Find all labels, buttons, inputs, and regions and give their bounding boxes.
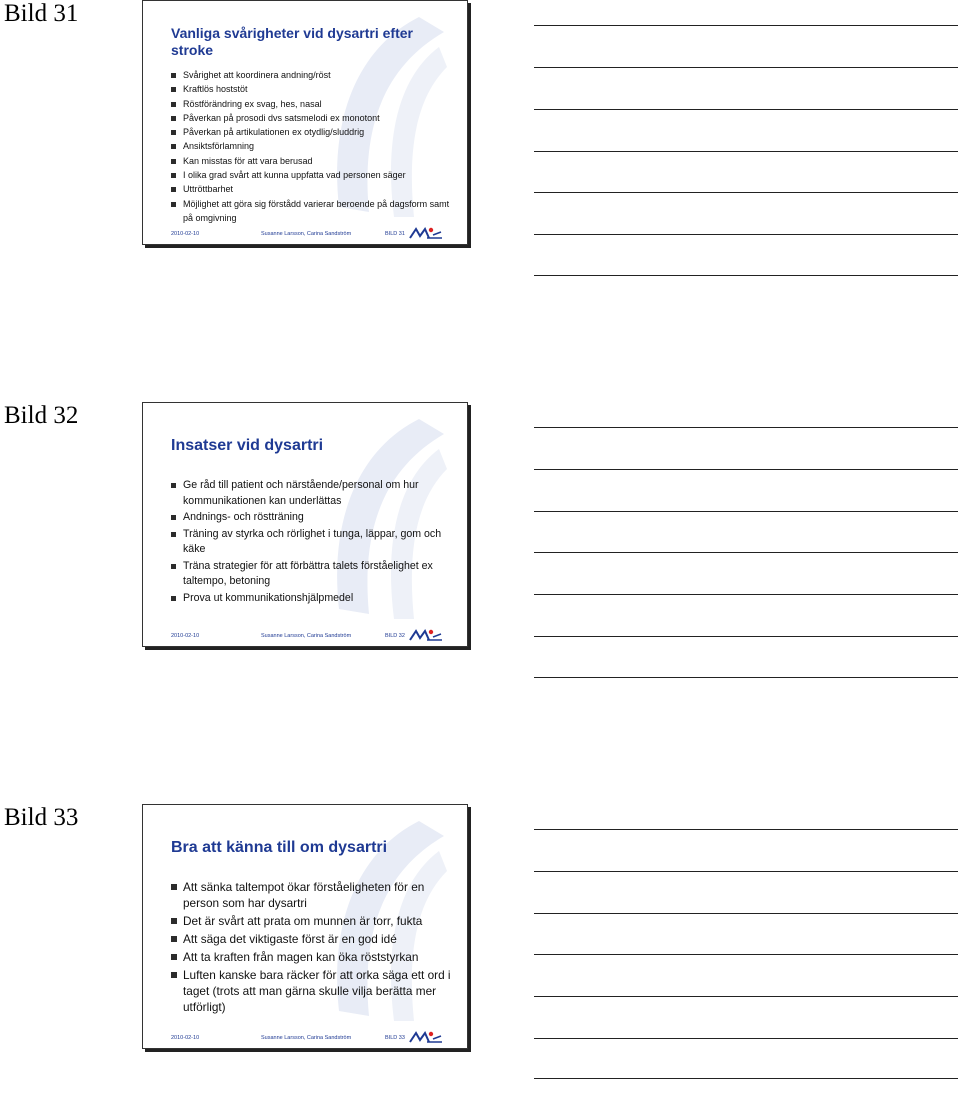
bullet-item: Att säga det viktigaste först är en god idé <box>169 931 459 947</box>
note-line <box>534 636 958 637</box>
bullet-list <box>169 68 459 225</box>
note-line <box>534 677 958 678</box>
organization-logo-icon <box>409 1030 443 1044</box>
footer-authors: Susanne Larsson, Carina Sandström <box>261 633 352 639</box>
bullet-item: Att sänka taltempot ökar förståeligheten för en person som har dysartri <box>169 879 459 911</box>
organization-logo-icon <box>409 628 443 642</box>
bullet-list <box>169 478 459 607</box>
note-line <box>534 427 958 428</box>
slide-footer <box>171 229 451 241</box>
bullet-item: Påverkan på prosodi dvs satsmelodi ex monotont <box>169 111 459 125</box>
notes-lines <box>534 804 960 1104</box>
slide-thumbnail <box>142 402 468 647</box>
footer-slide-number: BILD 31 <box>385 231 405 237</box>
bullet-item: Påverkan på artikulationen ex otydlig/sluddrig <box>169 125 459 139</box>
slide-footer <box>171 1033 451 1045</box>
note-line <box>534 275 958 276</box>
note-line <box>534 996 958 997</box>
note-line <box>534 469 958 470</box>
bullet-item: Att ta kraften från magen kan öka röststyrkan <box>169 949 459 965</box>
slide-title: Insatser vid dysartri <box>171 437 324 454</box>
slide-thumbnail <box>142 804 468 1049</box>
bullet-item: Luften kanske bara räcker för att orka säga ett ord i taget (trots att man gärna skulle vilja berätta mer utförligt) <box>169 967 459 1015</box>
slide-row-33 <box>0 804 960 1104</box>
slide-row-31 <box>0 0 960 300</box>
bullet-item: Prova ut kommunikationshjälpmedel <box>169 591 459 607</box>
notes-lines <box>534 402 960 702</box>
note-line <box>534 25 958 26</box>
bullet-item: Ansiktsförlamning <box>169 139 459 153</box>
note-line <box>534 151 958 152</box>
bullet-item: Andnings- och röstträning <box>169 510 459 526</box>
bullet-item: Röstförändring ex svag, hes, nasal <box>169 97 459 111</box>
footer-date: 2010-02-10 <box>171 231 200 237</box>
bullet-item: Kraftlös hoststöt <box>169 82 459 96</box>
footer-slide-number: BILD 33 <box>385 1035 405 1041</box>
slide-footer <box>171 631 451 643</box>
footer-authors: Susanne Larsson, Carina Sandström <box>261 231 352 237</box>
bullet-item: Kan misstas för att vara berusad <box>169 154 459 168</box>
note-line <box>534 594 958 595</box>
slide-title: Vanliga svårigheter vid dysartri efter stroke <box>171 25 413 58</box>
footer-slide-number: BILD 32 <box>385 633 405 639</box>
bullet-item: Svårighet att koordinera andning/röst <box>169 68 459 82</box>
slide-thumbnail <box>142 0 468 245</box>
footer-authors: Susanne Larsson, Carina Sandström <box>261 1035 352 1041</box>
bullet-item: Det är svårt att prata om munnen är torr, fukta <box>169 913 459 929</box>
organization-logo-icon <box>409 226 443 240</box>
notes-lines <box>534 0 960 300</box>
note-line <box>534 234 958 235</box>
bullet-item: Träna strategier för att förbättra talets förståelighet ex taltempo, betoning <box>169 559 459 590</box>
bullet-item: Uttröttbarhet <box>169 182 459 196</box>
note-line <box>534 829 958 830</box>
note-line <box>534 913 958 914</box>
slide-title: Bra att känna till om dysartri <box>171 839 388 856</box>
note-line <box>534 871 958 872</box>
note-line <box>534 954 958 955</box>
bullet-item: Ge råd till patient och närstående/personal om hur kommunikationen kan underlättas <box>169 478 459 509</box>
bullet-list <box>169 879 459 1017</box>
note-line <box>534 192 958 193</box>
bullet-item: I olika grad svårt att kunna uppfatta vad personen säger <box>169 168 459 182</box>
slide-label: Bild 31 <box>4 0 79 27</box>
bullet-item: Möjlighet att göra sig förstådd varierar beroende på dagsform samt på omgivning <box>169 197 459 226</box>
slide-label: Bild 32 <box>4 402 79 429</box>
footer-date: 2010-02-10 <box>171 633 200 639</box>
note-line <box>534 1078 958 1079</box>
note-line <box>534 552 958 553</box>
bullet-item: Träning av styrka och rörlighet i tunga, läppar, gom och käke <box>169 527 459 558</box>
note-line <box>534 67 958 68</box>
note-line <box>534 109 958 110</box>
note-line <box>534 511 958 512</box>
footer-date: 2010-02-10 <box>171 1035 200 1041</box>
slide-label: Bild 33 <box>4 804 79 831</box>
slide-row-32 <box>0 402 960 702</box>
note-line <box>534 1038 958 1039</box>
